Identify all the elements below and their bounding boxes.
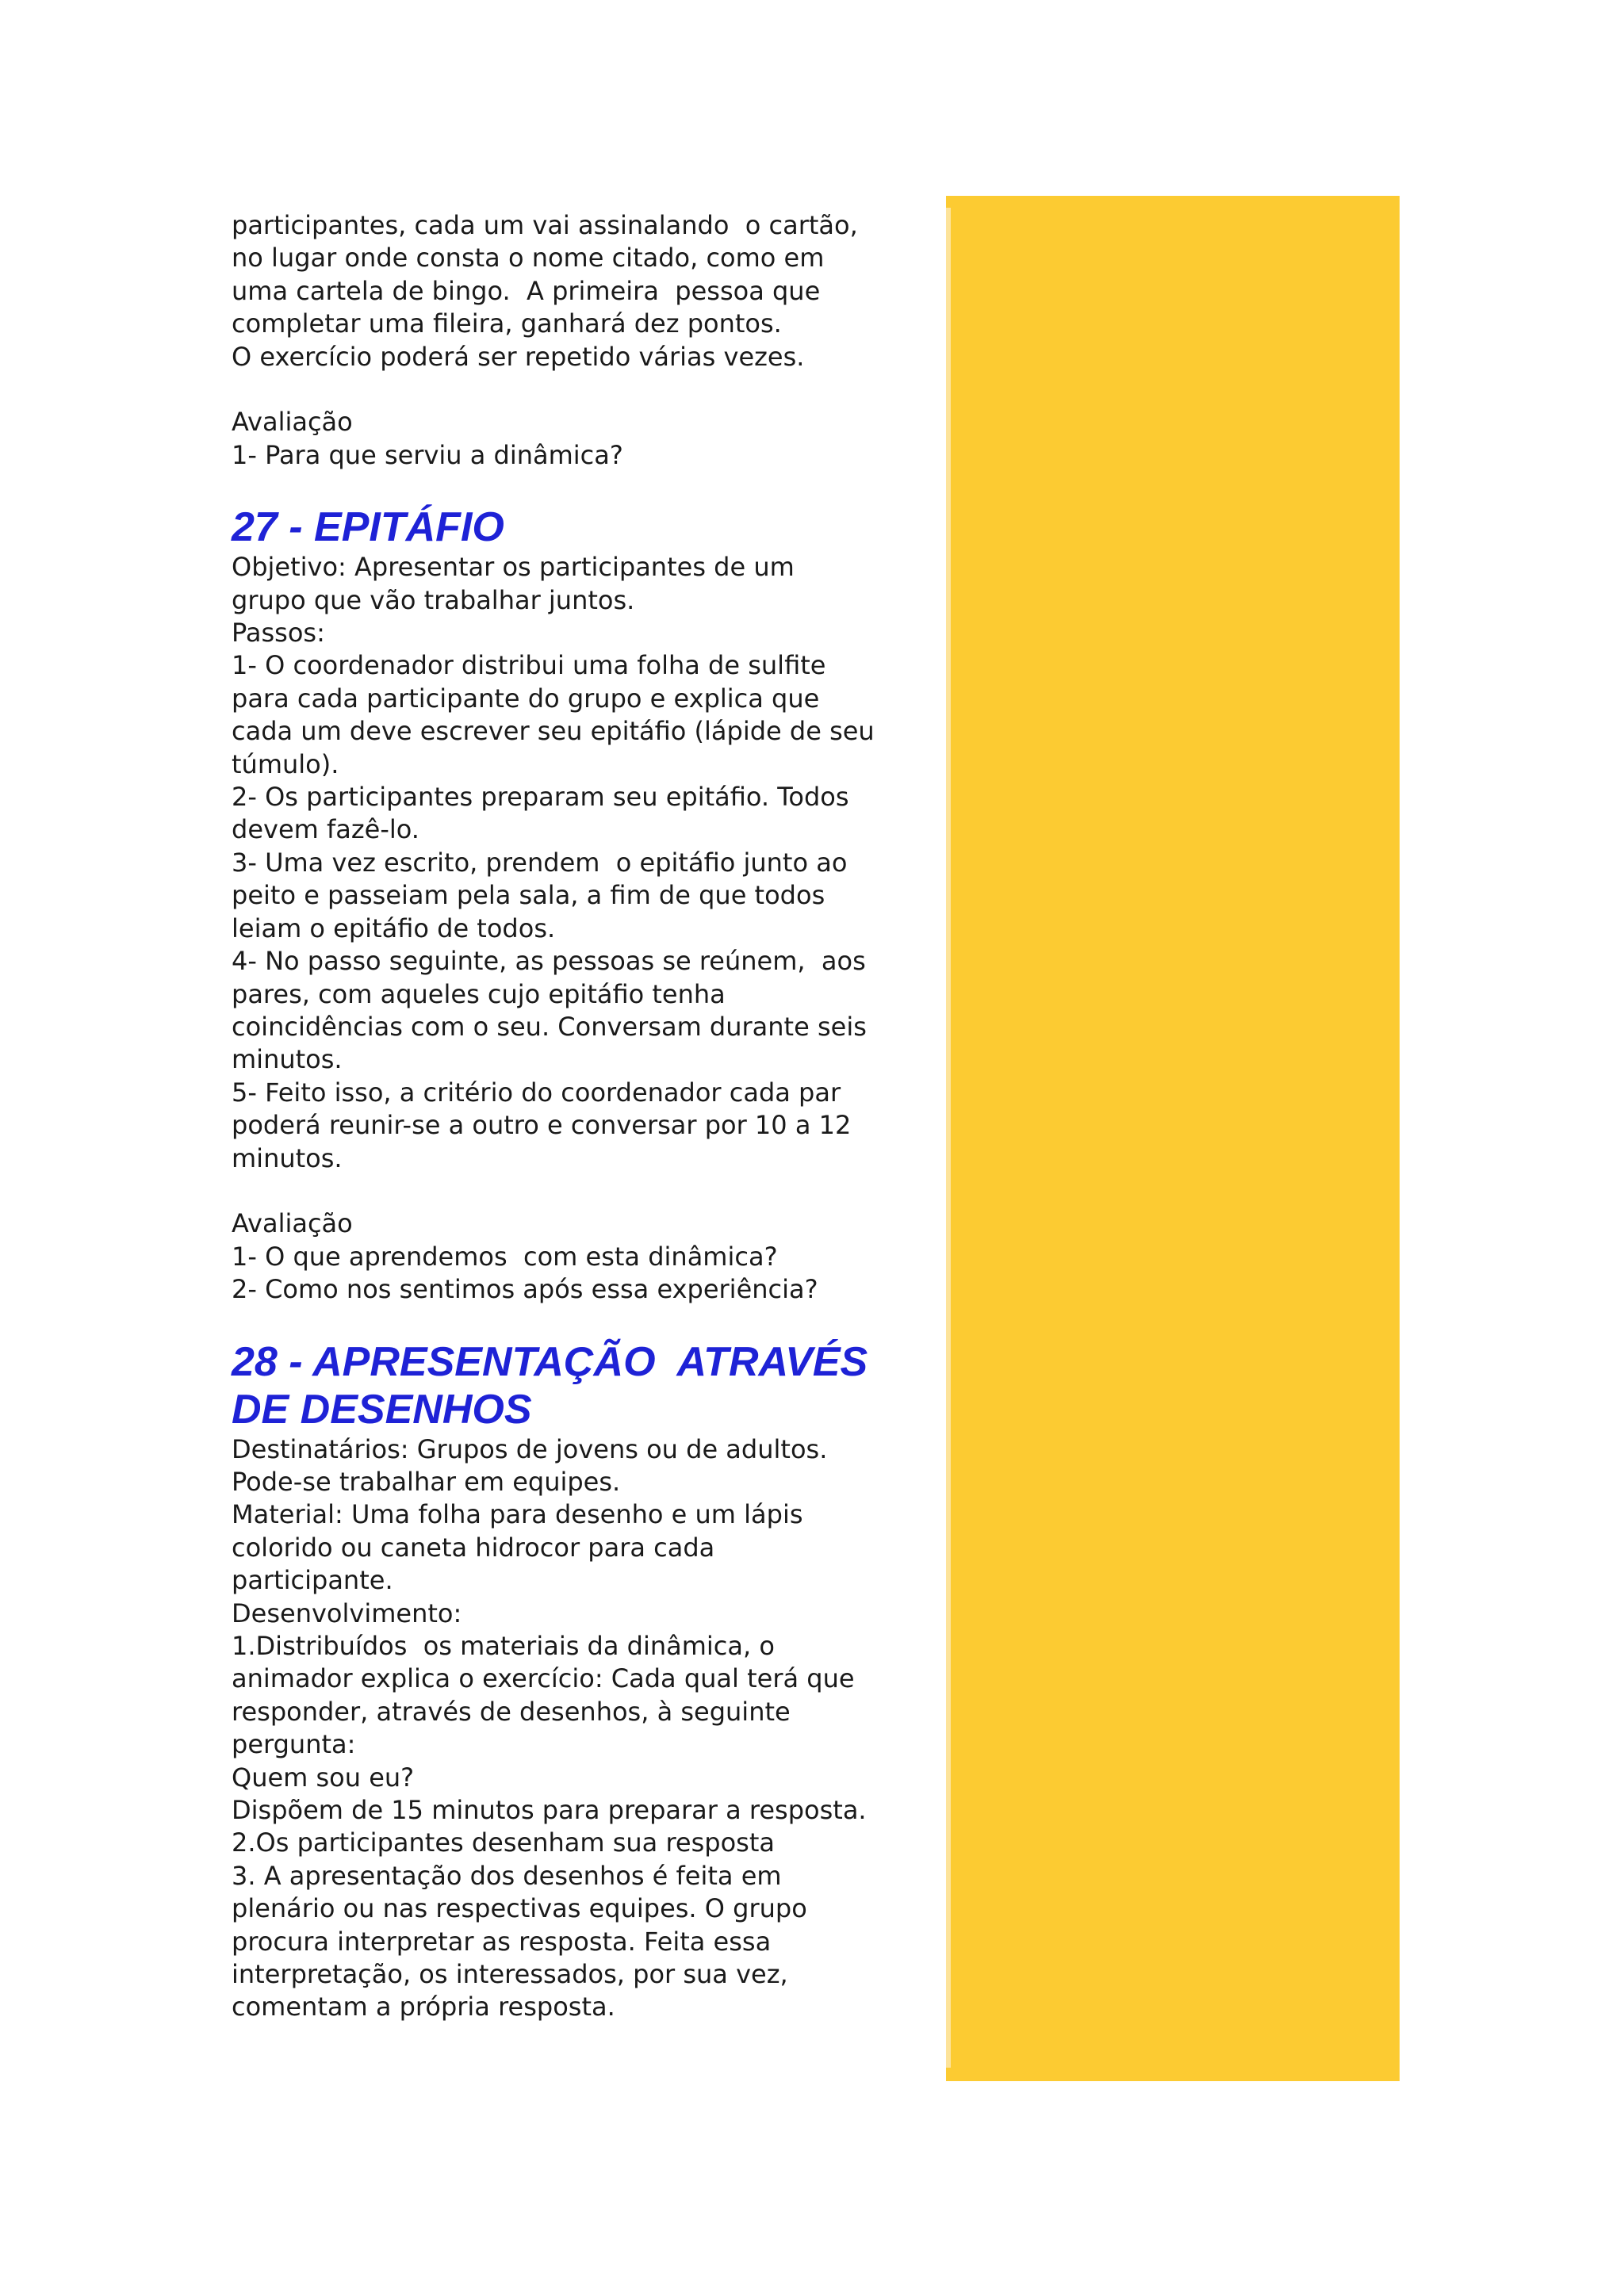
spacer	[232, 472, 945, 488]
section-27-line: 5- Feito isso, a critério do coordenador cada par	[232, 1077, 841, 1108]
sidebar-edge-highlight	[946, 208, 951, 2068]
section-27-eval-label: Avaliação	[232, 1208, 353, 1239]
section-28-line: pergunta:	[232, 1729, 356, 1760]
section-28-line: 2.Os participantes desenham sua resposta	[232, 1827, 775, 1858]
section-28-line: Quem sou eu?	[232, 1762, 415, 1793]
main-text-column	[232, 209, 945, 2024]
section-27-line: leiam o epitáfio de todos.	[232, 913, 556, 943]
section-27-line: minutos.	[232, 1044, 343, 1075]
section-27-eval-question: 2- Como nos sentimos após essa experiência?	[232, 1274, 818, 1305]
section-27-line: poderá reunir-se a outro e conversar por 10 a 12	[232, 1110, 852, 1141]
section-28-line: animador explica o exercício: Cada qual terá que	[232, 1663, 855, 1694]
section-28-line: colorido ou caneta hidrocor para cada	[232, 1532, 715, 1563]
spacer	[232, 373, 945, 406]
intro-eval-label: Avaliação	[232, 407, 353, 438]
section-28-line: Desenvolvimento:	[232, 1598, 462, 1628]
section-27-line: Passos:	[232, 618, 325, 649]
section-27-line: devem fazê-lo.	[232, 814, 419, 845]
section-27-line: cada um deve escrever seu epitáfio (lápide de seu	[232, 716, 875, 747]
section-27-line: 1- O coordenador distribui uma folha de sulfite	[232, 650, 826, 681]
spacer	[232, 1307, 945, 1322]
section-27-line: peito e passeiam pela sala, a fim de que todos	[232, 880, 825, 911]
intro-line: no lugar onde consta o nome citado, como em	[232, 243, 825, 274]
section-27-line: Objetivo: Apresentar os participantes de um	[232, 552, 795, 583]
section-27-line: túmulo).	[232, 748, 339, 779]
section-28-line: 3. A apresentação dos desenhos é feita em	[232, 1860, 782, 1891]
section-27-line: grupo que vão trabalhar juntos.	[232, 584, 635, 615]
section-28-line: comentam a própria resposta.	[232, 1992, 615, 2022]
section-28-line: Material: Uma folha para desenho e um lápis	[232, 1499, 803, 1530]
spacer	[232, 1175, 945, 1207]
section-27-line: minutos.	[232, 1142, 343, 1173]
section-27-line: 3- Uma vez escrito, prendem o epitáfio junto ao	[232, 847, 848, 878]
section-28-line: Dispõem de 15 minutos para preparar a resposta.	[232, 1795, 867, 1826]
section-27-line: 4- No passo seguinte, as pessoas se reúnem, aos	[232, 946, 866, 977]
intro-eval-question: 1- Para que serviu a dinâmica?	[232, 439, 623, 470]
intro-line: participantes, cada um vai assinalando o cartão,	[232, 210, 858, 240]
spacer	[232, 1322, 945, 1338]
section-28-line: plenário ou nas respectivas equipes. O grupo	[232, 1893, 807, 1924]
section-28-heading: 28 - APRESENTAÇÃO ATRAVÉS	[232, 1338, 868, 1385]
section-28-line: procura interpretar as resposta. Feita essa	[232, 1926, 772, 1957]
intro-line: uma cartela de bingo. A primeira pessoa que	[232, 275, 821, 306]
section-27-line: para cada participante do grupo e explica que	[232, 683, 820, 714]
section-28-line: 1.Distribuídos os materiais da dinâmica, o	[232, 1631, 775, 1661]
yellow-sidebar-panel	[946, 196, 1400, 2081]
section-28-line: Pode-se trabalhar em equipes.	[232, 1466, 621, 1497]
spacer	[232, 488, 945, 503]
section-27-heading: 27 - EPITÁFIO	[232, 504, 504, 551]
section-28-line: interpretação, os interessados, por sua vez,	[232, 1959, 788, 1990]
section-27-line: pares, com aqueles cujo epitáfio tenha	[232, 978, 726, 1009]
intro-line: O exercício poderá ser repetido várias vezes.	[232, 341, 805, 372]
section-27-line: coincidências com o seu. Conversam durante seis	[232, 1011, 867, 1042]
intro-line: completar uma fileira, ganhará dez pontos.	[232, 308, 782, 339]
section-27-line: 2- Os participantes preparam seu epitáfio. Todos	[232, 782, 849, 813]
section-27-eval-question: 1- O que aprendemos com esta dinâmica?	[232, 1241, 778, 1272]
section-28-line: Destinatários: Grupos de jovens ou de adultos.	[232, 1433, 828, 1464]
section-28-heading: DE DESENHOS	[232, 1386, 532, 1433]
section-28-line: participante.	[232, 1565, 393, 1596]
section-28-line: responder, através de desenhos, à seguinte	[232, 1696, 791, 1727]
